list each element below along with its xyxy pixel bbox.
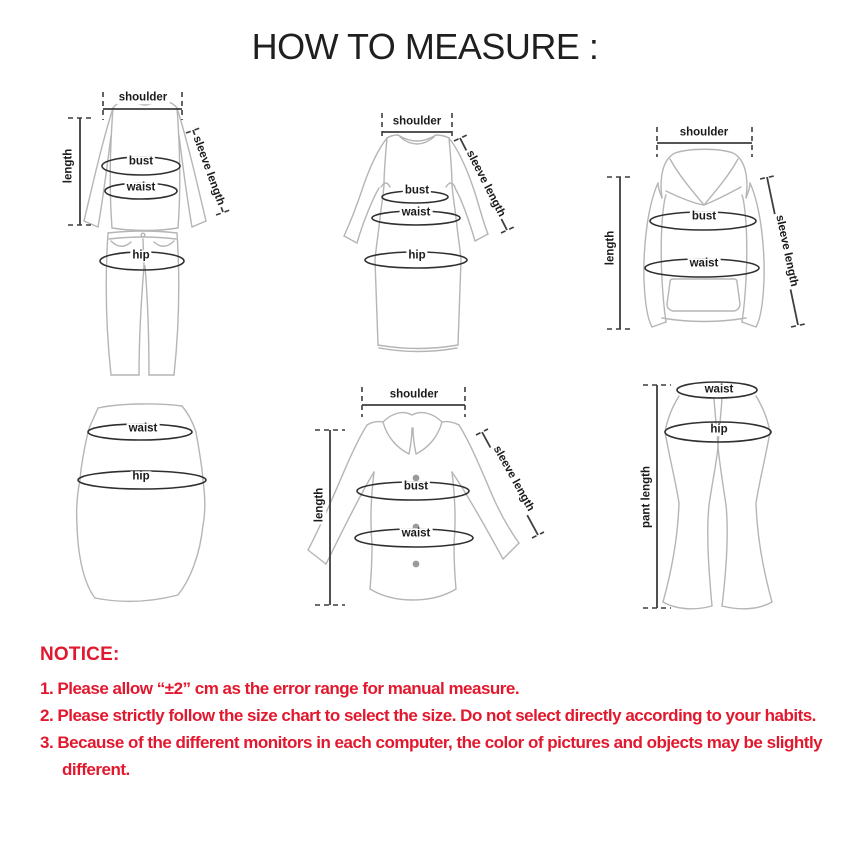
measure-label-shoulder: shoulder [389,388,439,401]
page-title: HOW TO MEASURE : [251,26,599,67]
measure-label-length: length [62,148,75,184]
measure-label-hip: hip [132,470,150,483]
figure-flared-pants [635,375,810,625]
measure-label-sleeve-length: sleeve length [189,133,226,209]
garment-outline [644,149,764,327]
measure-label-length: length [313,487,326,523]
measure-label-waist: waist [401,527,431,540]
figure-hoodie [600,105,815,350]
top-with-pants-illustration [55,88,235,378]
measure-label-bust: bust [403,480,429,493]
garment-outline [344,135,488,352]
notice-item-2: 2. Please strictly follow the size chart to select the size. Do not select directly according to your habits. [40,706,816,725]
measure-label-bust: bust [691,210,717,223]
shirt-button [413,561,420,568]
figure-dress [330,100,520,380]
measure-label-shoulder: shoulder [118,91,168,104]
measure-label-shoulder: shoulder [392,115,442,128]
notice-item-3: 3. Because of the different monitors in each computer, the color of pictures and objects may be slightly different. [40,733,823,779]
measure-lines [640,382,771,608]
measure-label-hip: hip [408,249,426,262]
figure-top-with-pants [55,88,235,378]
measure-label-length: length [604,230,617,266]
measure-label-waist: waist [689,257,719,270]
measure-label-sleeve-length: sleeve length [490,443,537,514]
measure-label-bust: bust [404,184,430,197]
dress-illustration [330,100,520,380]
measure-label-sleeve-length: sleeve length [462,147,507,221]
measure-label-waist: waist [401,206,431,219]
measure-label-hip: hip [710,423,728,436]
measure-label-shoulder: shoulder [679,126,729,139]
measure-label-waist: waist [126,181,156,194]
notice-item-1: 1. Please allow “±2” cm as the error range for manual measure. [40,679,520,698]
measure-label-pant-length: pant length [640,466,653,528]
measure-lines [315,387,544,605]
garment-outline [84,100,206,375]
notice-heading: NOTICE: [40,644,120,665]
measure-label-waist: waist [704,383,734,396]
figure-shirt [295,382,560,627]
measure-label-bust: bust [128,155,154,168]
measure-label-sleeve-length: sleeve length [772,212,799,290]
measure-label-hip: hip [132,249,150,262]
figure-skirt [60,395,240,630]
measure-label-waist: waist [128,422,158,435]
notice-section [40,644,840,783]
flared-pants-illustration [635,375,810,625]
